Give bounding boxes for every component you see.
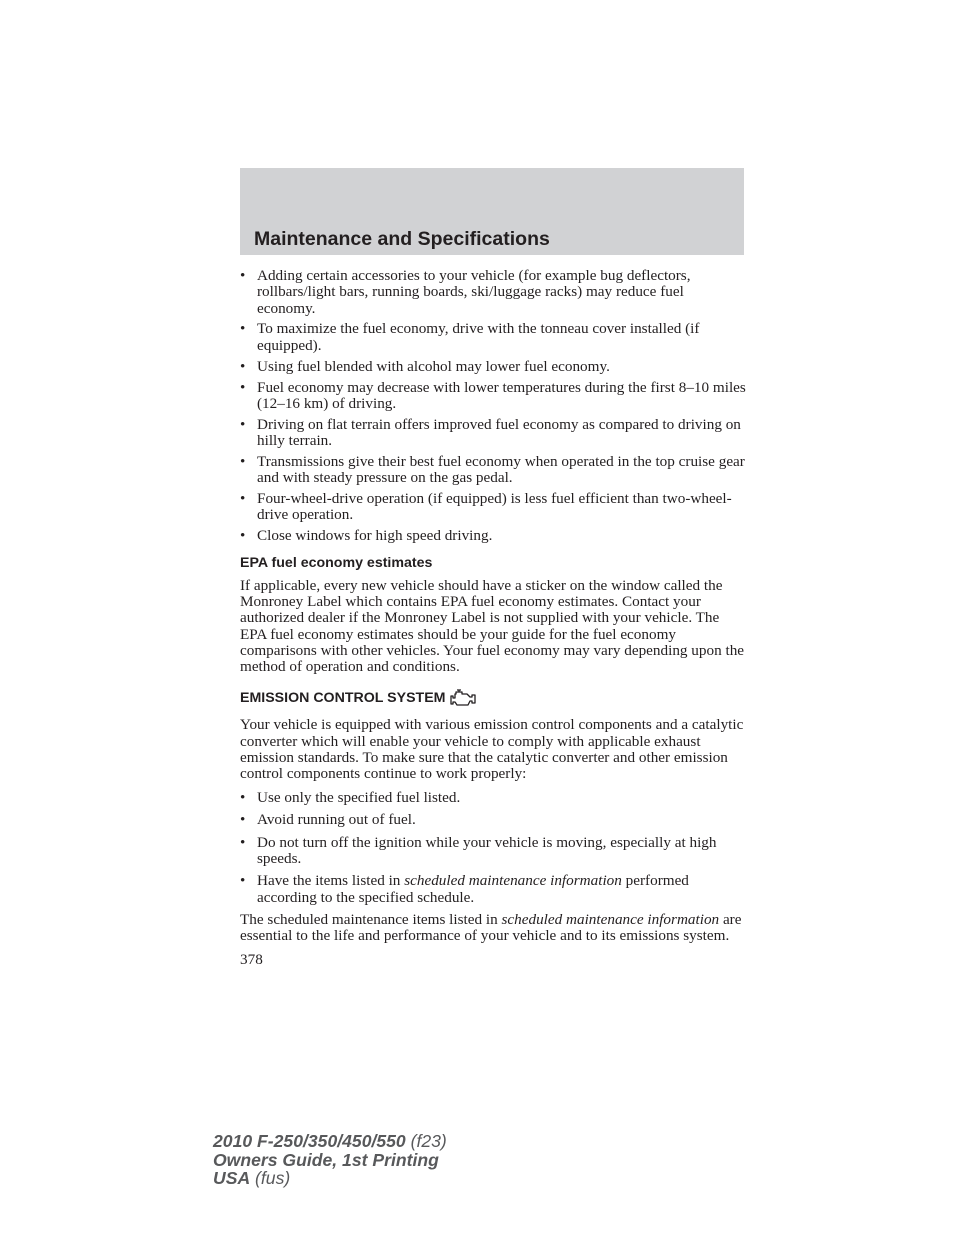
closing-text-post: are essential to the life and performance of your vehicle and to its emissions system. (240, 911, 742, 945)
fuel-economy-tips-list (240, 268, 746, 545)
list-item-text: Driving on flat terrain offers improved fuel economy as compared to driving on hilly terrain. (257, 415, 741, 450)
closing-text-pre: The scheduled maintenance items listed in (240, 911, 502, 929)
emission-tips-list (240, 790, 746, 906)
list-item (240, 268, 746, 317)
bullet-icon: • (240, 357, 246, 375)
list-item (240, 790, 746, 806)
footer-guide: Owners Guide, 1st Printing (213, 1149, 439, 1170)
bullet-icon: • (240, 872, 246, 890)
footer-market: USA (213, 1168, 251, 1188)
list-item-text: Using fuel blended with alcohol may lower fuel economy. (257, 357, 610, 375)
list-item (240, 835, 746, 868)
page-number: 378 (240, 950, 263, 968)
emission-heading-text: EMISSION CONTROL SYSTEM (240, 690, 446, 707)
bullet-icon: • (240, 788, 246, 806)
list-item-text: Fuel economy may decrease with lower temperatures during the first 8–10 miles (12–16 km) of driving. (257, 378, 746, 412)
cross-reference-link: scheduled maintenance information (501, 911, 720, 929)
list-item (240, 417, 746, 450)
footer-line-guide (213, 1151, 447, 1170)
section-title: Maintenance and Specifications (254, 228, 550, 250)
section-header-band (240, 168, 744, 255)
list-item-text: Close windows for high speed driving. (257, 527, 493, 545)
footer-model-code: (f23) (405, 1131, 447, 1151)
footer-market-code: (fus) (250, 1168, 291, 1188)
footer-model: 2010 F-250/350/450/550 (213, 1131, 406, 1151)
bullet-icon: • (240, 415, 246, 433)
footer-line-market (213, 1169, 447, 1188)
footer-line-model (213, 1132, 447, 1151)
emission-intro-paragraph: Your vehicle is equipped with various emission control components and a catalytic converter which will enable your vehicle to comply with applicable exhaust emission standards. To make sure that the catalytic converter and other emission control components continue to work properly: (240, 716, 744, 783)
page-content (240, 268, 746, 968)
list-item-text: To maximize the fuel economy, drive with the tonneau cover installed (if equipped). (257, 320, 700, 354)
list-item-text: Four-wheel-drive operation (if equipped) is less fuel efficient than two-wheel-drive operation. (257, 490, 732, 524)
emission-closing-paragraph (240, 912, 746, 945)
list-item-text: Use only the specified fuel listed. (257, 788, 461, 806)
list-item-text: Avoid running out of fuel. (257, 811, 416, 829)
list-item (240, 812, 746, 828)
epa-heading: EPA fuel economy estimates (240, 554, 433, 571)
document-footer (213, 1132, 447, 1188)
list-item-text: Adding certain accessories to your vehicle (for example bug deflectors, rollbars/light bars, running boards, ski/luggage racks) may reduce fuel economy. (257, 267, 691, 317)
engine-icon (448, 688, 478, 708)
list-item (240, 528, 746, 544)
list-item-text: Transmissions give their best fuel economy when operated in the top cruise gear and with steady pressure on the gas pedal. (257, 452, 745, 487)
list-item (240, 359, 746, 375)
bullet-icon: • (240, 811, 246, 829)
cross-reference-link: scheduled maintenance information (404, 872, 622, 890)
bullet-icon: • (240, 452, 246, 470)
bullet-icon: • (240, 320, 246, 338)
bullet-icon: • (240, 527, 246, 545)
list-item (240, 491, 746, 524)
list-item (240, 380, 746, 413)
list-item (240, 454, 746, 487)
bullet-icon: • (240, 490, 246, 508)
list-item-text-post: performed according to the specified schedule. (257, 872, 689, 906)
list-item (240, 321, 746, 354)
epa-paragraph: If applicable, every new vehicle should have a sticker on the window called the Monroney Label which contains EPA fuel economy estimates. Contact your authorized dealer if the Monroney Label is not supplied with your vehicle. The EPA fuel economy estimates should be your guide for the fuel economy comparisons with other vehicles. Your fuel economy may vary depending upon the method of operation and conditions. (240, 576, 745, 676)
bullet-icon: • (240, 833, 246, 851)
emission-heading (240, 688, 746, 708)
list-item-text: Do not turn off the ignition while your vehicle is moving, especially at high speeds. (257, 833, 717, 867)
bullet-icon: • (240, 267, 246, 284)
list-item (240, 873, 746, 906)
list-item-text-pre: Have the items listed in (257, 872, 405, 890)
bullet-icon: • (240, 378, 246, 396)
